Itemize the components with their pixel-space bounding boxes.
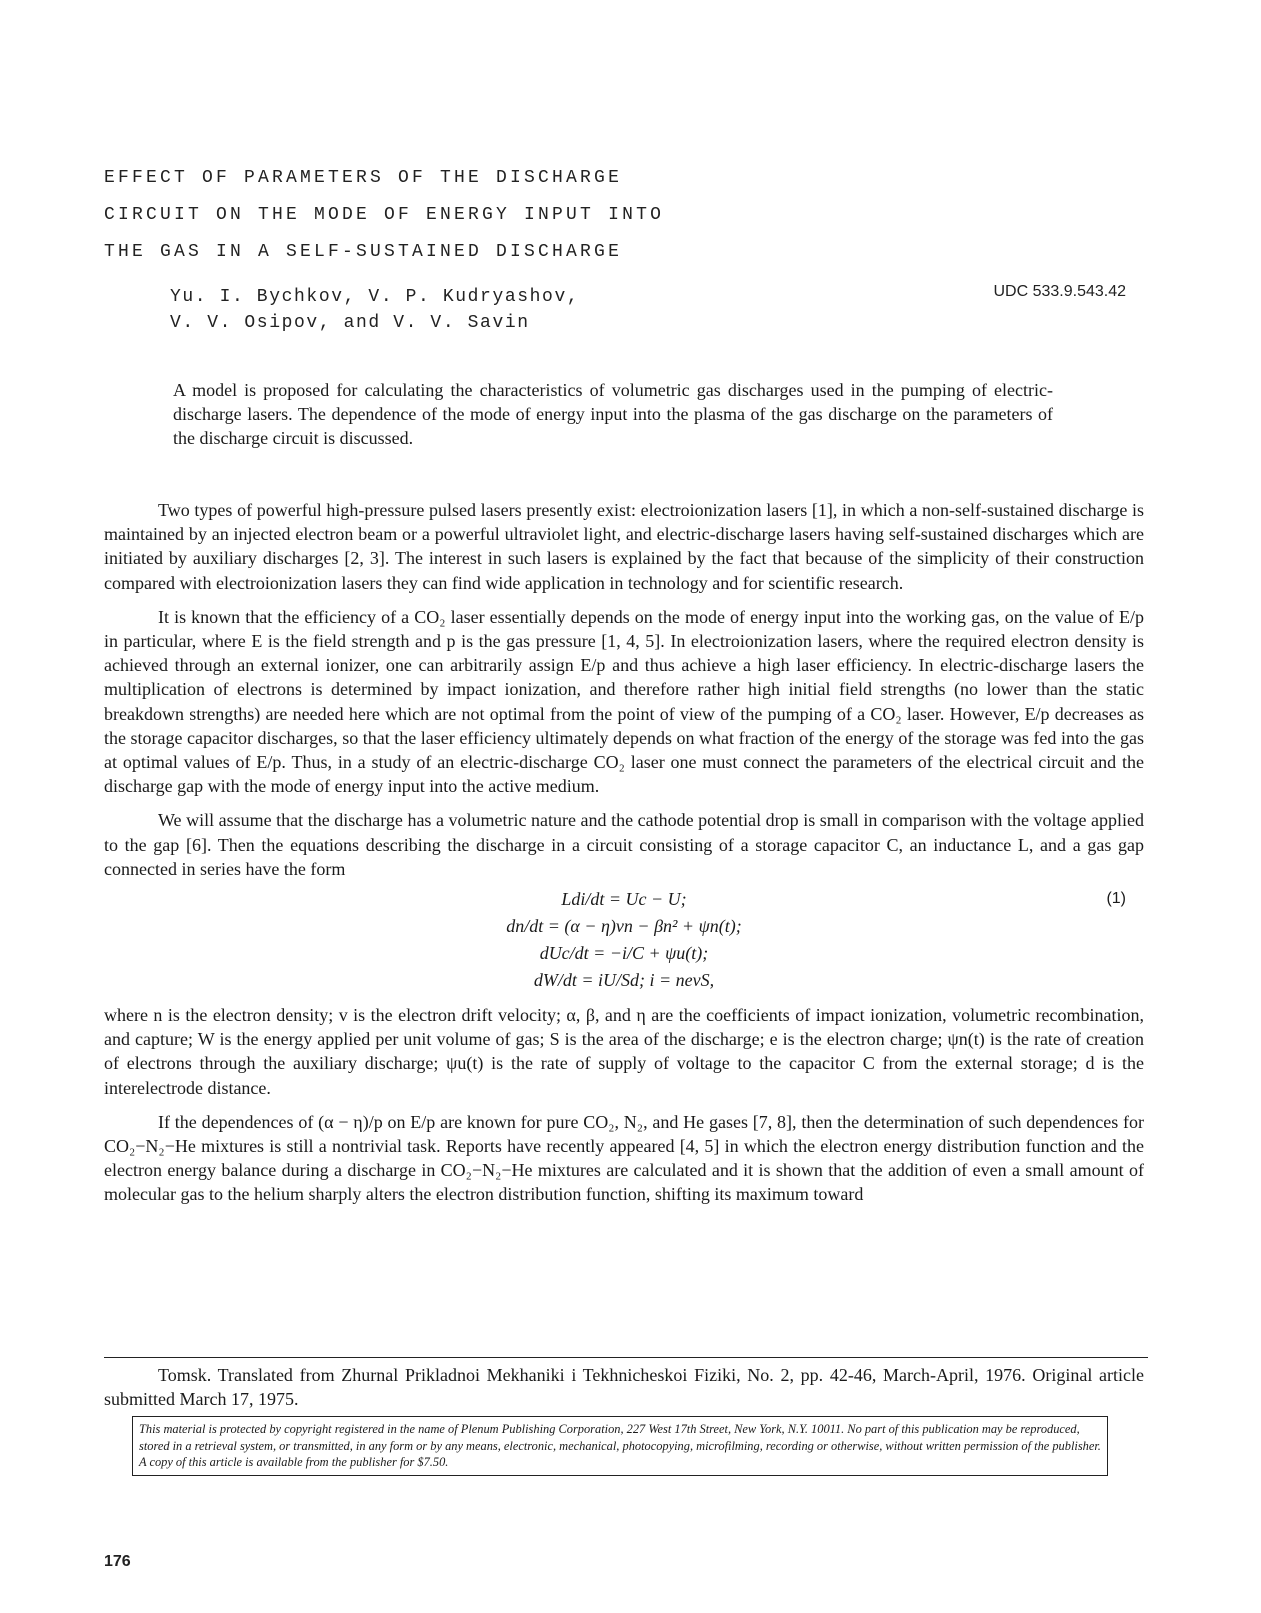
footnote: Tomsk. Translated from Zhurnal Prikladnoi Mekhaniki i Tekhnicheskoi Fiziki, No. 2, pp. 42-46, March-April, 1976. Original article submitted March 17, 1975.: [104, 1365, 1144, 1409]
title-line: CIRCUIT ON THE MODE OF ENERGY INPUT INTO: [104, 205, 665, 225]
article-title: [104, 160, 664, 271]
equation-system: [104, 887, 1144, 995]
equation-number: (1): [1106, 890, 1126, 908]
equation: Ldi/dt = Uc − U;: [561, 889, 687, 910]
paragraph: We will assume that the discharge has a volumetric nature and the cathode potential drop is small in comparison with the voltage applied to the gap [6]. Then the equations describing the discharge in a circuit consisting of a storage capacitor C, an inductance L, and a gas gap connected in series have the form: [104, 810, 1144, 879]
page-number: 176: [104, 1553, 131, 1570]
author-list: [170, 284, 579, 336]
paragraph: If the dependences of (α − η)/p on E/p are known for pure CO₂, N₂, and He gases [7, 8], then the determination of such dependences for CO₂−N₂−He mixtures is still a nontrivial task. Reports have recently appeared [4, 5] in which the electron energy distribution function and the electron energy balance during a discharge in CO₂−N₂−He mixtures are calculated and it is shown that the addition of even a small amount of molecular gas to the helium sharply alters the electron distribution function, shifting its maximum toward: [104, 1111, 1144, 1205]
udc-code: UDC 533.9.543.42: [993, 283, 1126, 300]
title-line: THE GAS IN A SELF-SUSTAINED DISCHARGE: [104, 242, 623, 262]
copyright-notice: This material is protected by copyright registered in the name of Plenum Publishing Corporation, 227 West 17th Street, New York, N.Y. 10011. No part of this publication may be reproduced, stored in a retrieval system, or transmitted, in any form or by any means, electronic, mechanical, photocopying, microfilming, recording or otherwise, without written permission of the publisher. A copy of this article is available from the publisher for $7.50.: [132, 1416, 1108, 1476]
equation: dn/dt = (α − η)vn − βn² + ψn(t);: [506, 916, 742, 937]
article-body: [104, 498, 1144, 1217]
paragraph: where n is the electron density; v is the electron drift velocity; α, β, and η are the coefficients of impact ionization, volumetric recombination, and capture; W is the energy applied per unit volume of gas; S is the area of the discharge; e is the electron charge; ψn(t) is the rate of creation of electrons through the auxiliary discharge; ψu(t) is the rate of supply of voltage to the capacitor C from the external storage; d is the interelectrode distance.: [104, 1005, 1144, 1098]
footnote-divider: [104, 1357, 1148, 1358]
title-line: EFFECT OF PARAMETERS OF THE DISCHARGE: [104, 168, 623, 188]
equation: dW/dt = iU/Sd; i = nevS,: [533, 970, 715, 991]
author-line: V. V. Osipov, and V. V. Savin: [170, 313, 530, 333]
paragraph: It is known that the efficiency of a CO₂ laser essentially depends on the mode of energy input into the working gas, on the value of E/p in particular, where E is the field strength and p is the gas pressure [1, 4, 5]. In electroionization lasers, where the required electron density is achieved through an external ionizer, one can arbitrarily assign E/p and thus achieve a high laser efficiency. In electric-discharge lasers the multiplication of electrons is determined by impact ionization, and therefore rather high initial field strengths (no lower than the static breakdown strengths) are needed here which are not optimal from the point of view of the pumping of a CO₂ laser. However, E/p decreases as the storage capacitor discharges, so that the laser efficiency ultimately depends on what fraction of the energy of the storage was fed into the gas at optimal values of E/p. Thus, in a study of an electric-discharge CO₂ laser one must connect the parameters of the electrical circuit and the discharge gap with the mode of energy input into the active medium.: [104, 606, 1144, 797]
abstract: A model is proposed for calculating the characteristics of volumetric gas discharges used in the pumping of electric-discharge lasers. The dependence of the mode of energy input into the plasma of the gas discharge on the parameters of the discharge circuit is discussed.: [173, 380, 1053, 448]
equation: dUc/dt = −i/C + ψu(t);: [539, 943, 709, 964]
paragraph: Two types of powerful high-pressure pulsed lasers presently exist: electroionization lasers [1], in which a non-self-sustained discharge is maintained by an injected electron beam or a powerful ultraviolet light, and electric-discharge lasers having self-sustained discharges which are initiated by auxiliary discharges [2, 3]. The interest in such lasers is explained by the fact that because of the simplicity of their construction compared with electroionization lasers they can find wide application in technology and for scientific research.: [104, 500, 1144, 593]
author-line: Yu. I. Bychkov, V. P. Kudryashov,: [170, 287, 580, 307]
